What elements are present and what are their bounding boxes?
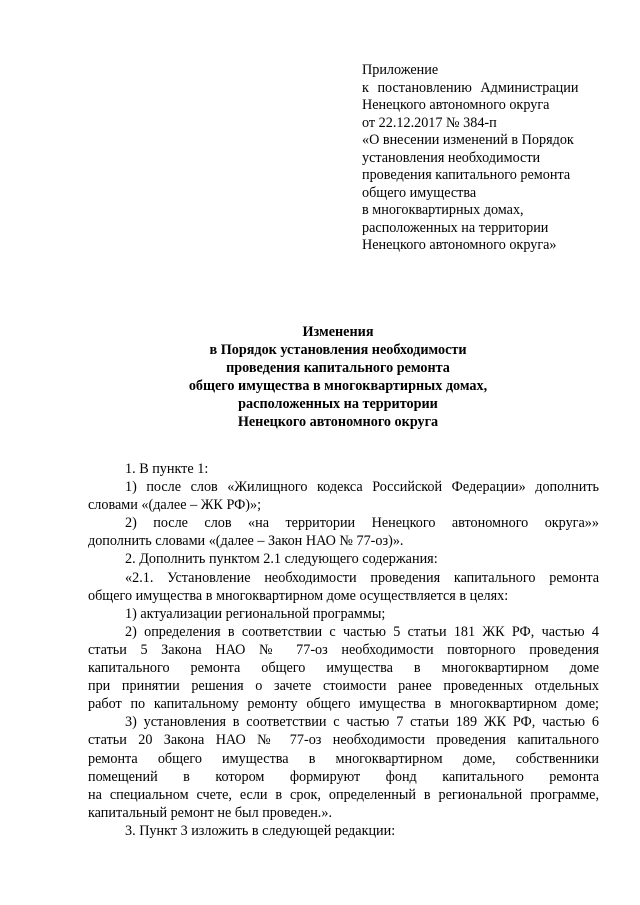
document-title <box>88 323 588 431</box>
title-line: Ненецкого автономного округа <box>237 414 439 430</box>
paragraph-line: 3) установления в соответствии с частью 7 статьи 189 ЖК РФ, частью 6 <box>125 714 599 731</box>
paragraph-line: капитального ремонта общего имущества в многоквартирном доме <box>88 660 599 677</box>
title-line: проведения капитального ремонта <box>226 360 450 376</box>
paragraph-line: на специальном счете, если в срок, определенный в региональной программе, <box>88 786 599 803</box>
paragraph-line: 1) актуализации региональной программы; <box>125 605 386 622</box>
paragraph-line: «2.1. Установление необходимости проведения капитального ремонта <box>125 569 599 586</box>
title-line: Изменения <box>302 324 374 340</box>
paragraph-line: общего имущества в многоквартирном доме осуществляется в целях: <box>88 587 509 604</box>
paragraph-line: 1) после слов «Жилищного кодекса Российской Федерации» дополнить <box>125 479 599 496</box>
paragraph-line: 1. В пункте 1: <box>125 461 209 477</box>
appendix-line: Приложение <box>362 62 439 78</box>
paragraph-line: статьи 5 Закона НАО № 77-оз необходимости повторного проведения <box>88 641 599 658</box>
paragraph-line: при принятии решения о зачете стоимости ранее проведенных отдельных <box>88 678 599 695</box>
appendix-line: расположенных на территории <box>362 219 549 236</box>
appendix-line: общего имущества <box>362 184 477 201</box>
paragraph-line: статьи 20 Закона НАО № 77-оз необходимости проведения капитального <box>88 732 599 749</box>
appendix-line: Ненецкого автономного округа <box>362 97 550 113</box>
appendix-line: от 22.12.2017 № 384-п <box>362 114 497 131</box>
appendix-line: в многоквартирных домах, <box>362 202 524 218</box>
appendix-line: установления необходимости <box>362 149 541 166</box>
appendix-block <box>362 62 607 255</box>
paragraph-line: помещений в котором формируют фонд капитального ремонта <box>88 768 599 785</box>
paragraph-line: капитальный ремонт не был проведен.». <box>88 804 332 821</box>
paragraph-line: 3. Пункт 3 изложить в следующей редакции: <box>125 822 396 839</box>
document-body <box>88 460 599 840</box>
paragraph-line: 2) определения в соответствии с частью 5 статьи 181 ЖК РФ, частью 4 <box>125 623 599 640</box>
paragraph-line: 2. Дополнить пунктом 2.1 следующего содержания: <box>125 551 438 568</box>
paragraph-line: 2) после слов «на территории Ненецкого автономного округа»» <box>125 515 599 532</box>
appendix-line: к постановлению Администрации <box>362 79 579 96</box>
title-line: расположенных на территории <box>238 396 438 412</box>
paragraph-line: ремонта общего имущества в многоквартирном доме, собственники <box>88 750 599 767</box>
appendix-line: проведения капитального ремонта <box>362 167 571 183</box>
paragraph-line: дополнить словами «(далее – Закон НАО № 77-оз)». <box>88 533 404 550</box>
paragraph-line: словами «(далее – ЖК РФ)»; <box>88 497 262 514</box>
paragraph-line: работ по капитальному ремонту общего имущества в многоквартирном доме; <box>88 696 599 713</box>
title-line: общего имущества в многоквартирных домах, <box>188 378 488 394</box>
appendix-line: Ненецкого автономного округа» <box>362 237 557 253</box>
appendix-line: «О внесении изменений в Порядок <box>362 132 574 148</box>
title-line: в Порядок установления необходимости <box>209 342 467 358</box>
